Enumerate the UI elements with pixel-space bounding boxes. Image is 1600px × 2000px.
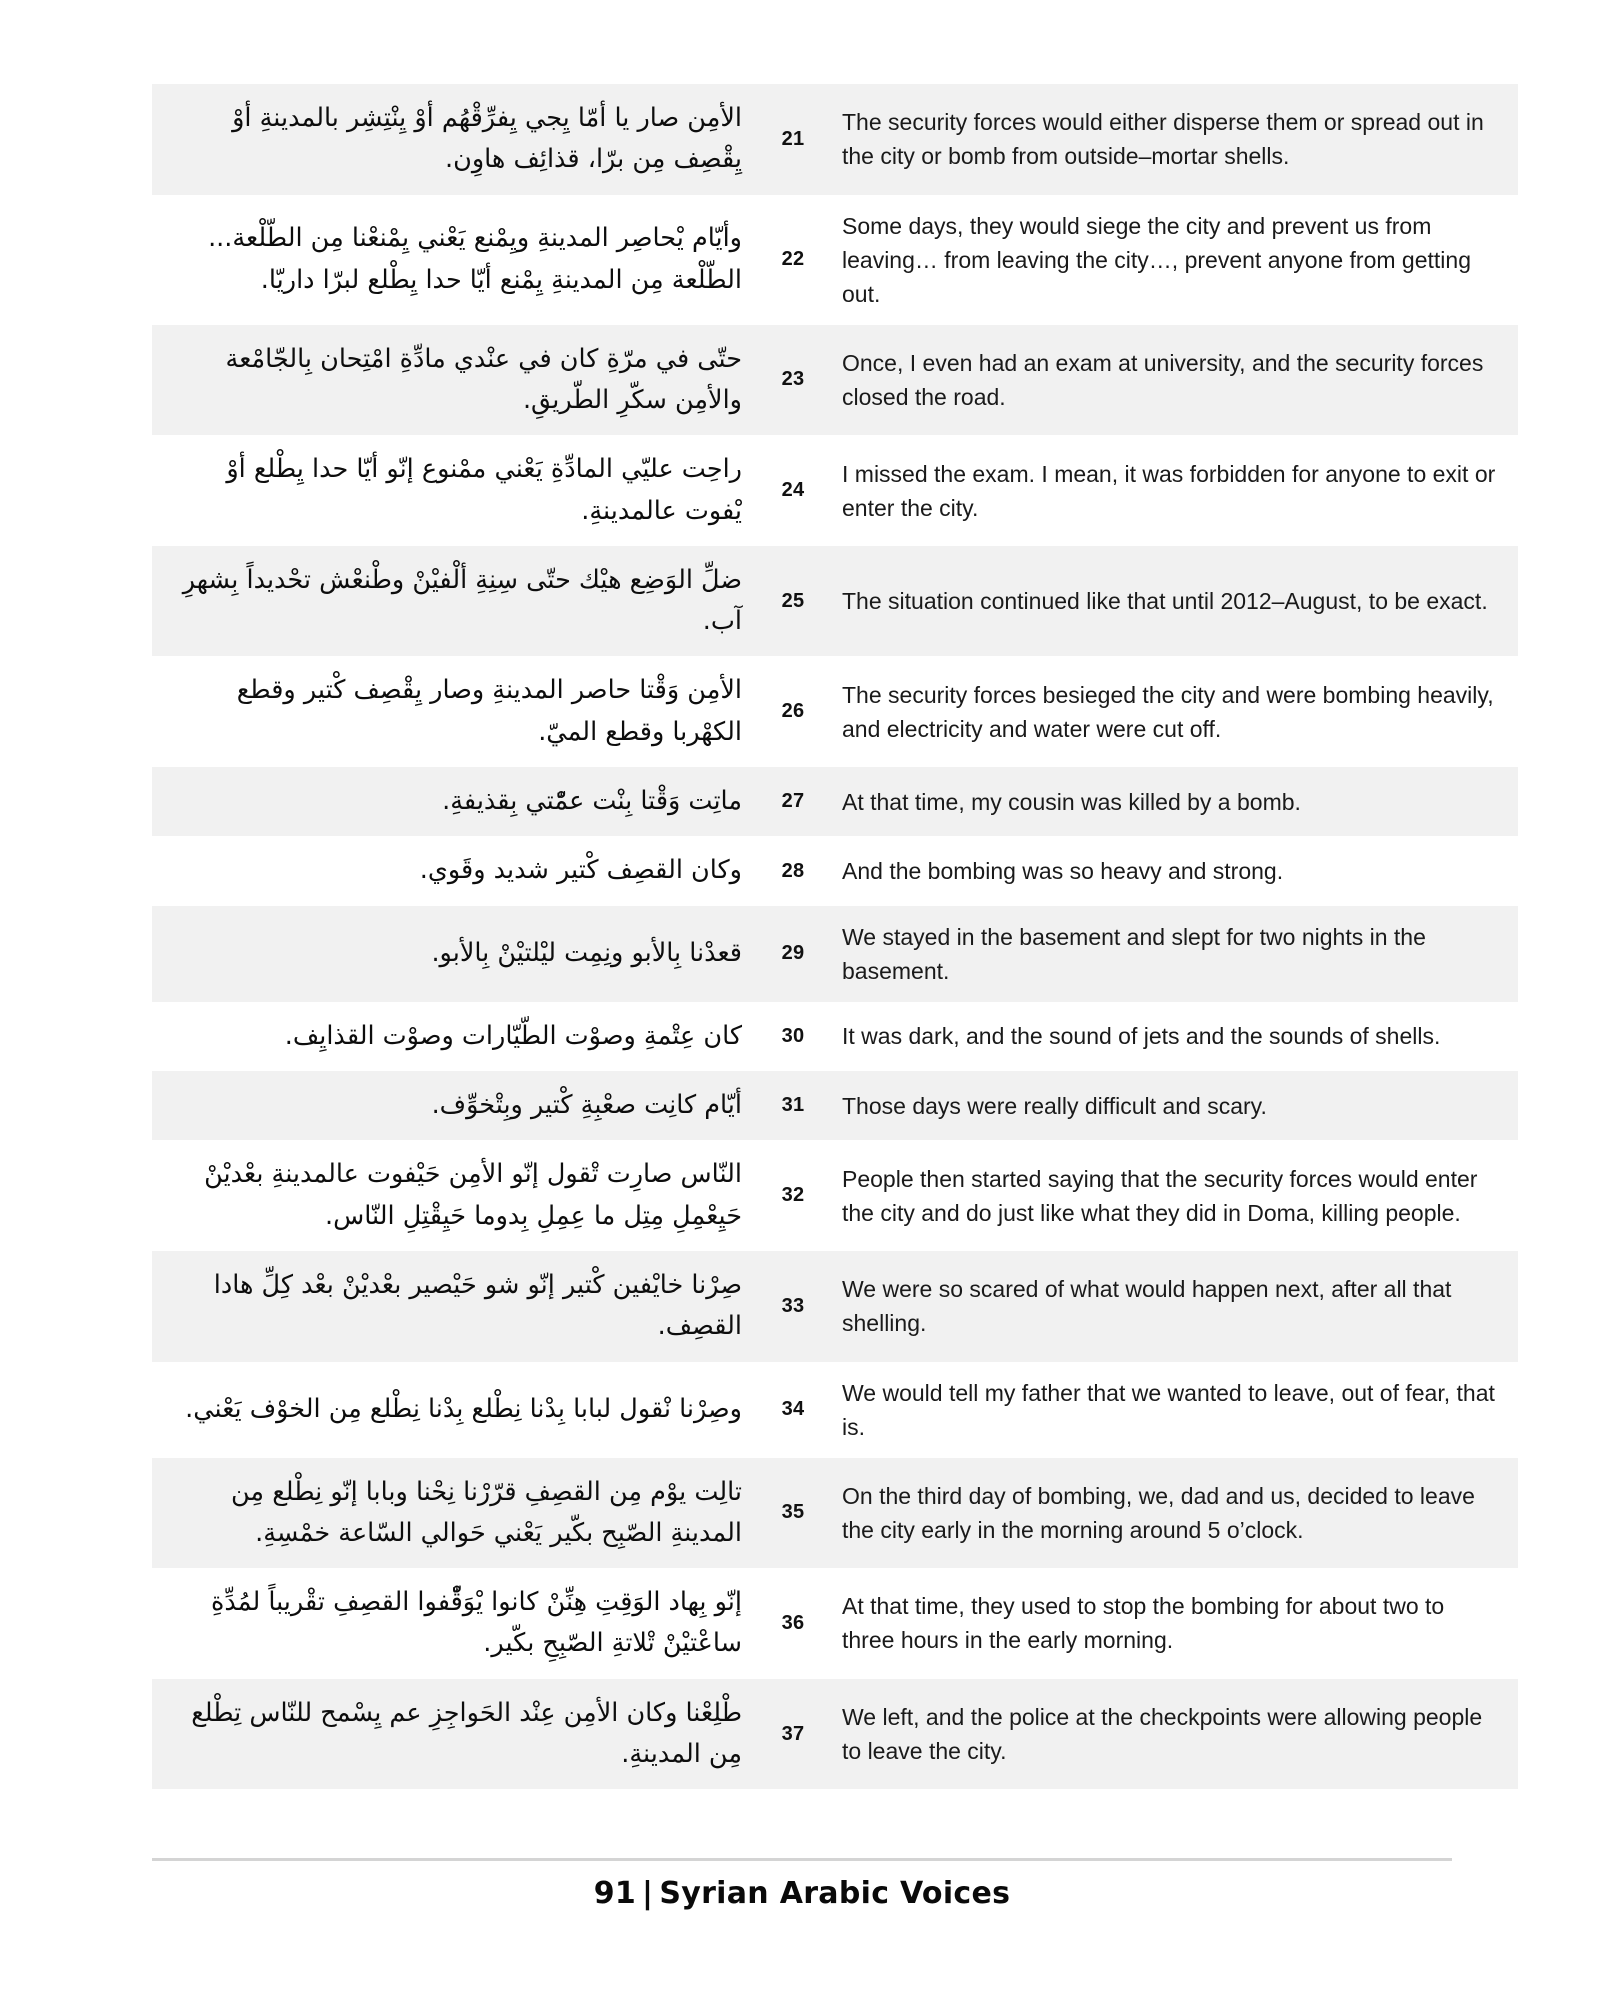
line-number-cell: 23 <box>760 325 826 436</box>
page-footer <box>152 1876 1452 1911</box>
line-number-cell: 21 <box>760 84 826 195</box>
arabic-transcription-cell: النّاس صارِت تْقول إنّو الأمِن حَيْفوت عالمدينةِ بعْديْنْ حَيِعْمِلِ مِتِل ما عِمِلِ بِدوما حَيِقْتِلِ النّاس. <box>152 1140 760 1251</box>
line-number-cell: 37 <box>760 1679 826 1790</box>
table-row <box>152 767 1518 836</box>
line-number-cell: 28 <box>760 836 826 905</box>
line-number-cell: 22 <box>760 195 826 325</box>
line-number-cell: 31 <box>760 1071 826 1140</box>
arabic-transcription-cell: كان عِتْمةِ وصوْت الطّيّارات وصوْت القذايِف. <box>152 1002 760 1071</box>
arabic-transcription-cell: ماتِت وَقْتا بِنْت عمّْتي بِقذيفةِ. <box>152 767 760 836</box>
arabic-transcription-cell: ضلِّ الوَضِع هيْك حتّى سِنِةِ ألْفيْنْ وطْنعْش تحْديداً بِشهرِ آب. <box>152 546 760 657</box>
arabic-transcription-cell: أيّام كانِت صعْبِةِ كْتير وبِتْخوِّف. <box>152 1071 760 1140</box>
table-row <box>152 656 1518 767</box>
line-number-cell: 35 <box>760 1458 826 1569</box>
footer-page-number: 91 <box>593 1876 637 1911</box>
transcript-container <box>152 84 1496 1789</box>
table-row <box>152 1679 1518 1790</box>
english-translation-cell: People then started saying that the security forces would enter the city and do just like what they did in Doma, killing people. <box>826 1140 1518 1251</box>
arabic-transcription-cell: وكان القصِف كْتير شديد وقَوي. <box>152 836 760 905</box>
table-row <box>152 435 1518 546</box>
line-number-cell: 30 <box>760 1002 826 1071</box>
arabic-transcription-cell: الأمِن وَقْتا حاصر المدينةِ وصار يِقْصِف كْتير وقطع الكهْربا وقطع الميّ. <box>152 656 760 767</box>
english-translation-cell: Those days were really difficult and scary. <box>826 1071 1518 1140</box>
table-row <box>152 1362 1518 1458</box>
english-translation-cell: And the bombing was so heavy and strong. <box>826 836 1518 905</box>
arabic-transcription-cell: وأيّام يْحاصِر المدينةِ ويِمْنع يَعْني يِمْنعْنا مِن الطّلْعة... الطّلْعة مِن المدينةِ يِمْنع أيّا حدا يِطْلع لبرّا داريّا. <box>152 195 760 325</box>
english-translation-cell: The security forces would either disperse them or spread out in the city or bomb from outside–mortar shells. <box>826 84 1518 195</box>
table-row <box>152 1458 1518 1569</box>
arabic-transcription-cell: وصِرْنا نْقول لبابا بِدْنا نِطْلع بِدْنا نِطْلع مِن الخوْف يَعْني. <box>152 1362 760 1458</box>
arabic-transcription-cell: راحِت عليّي المادِّةِ يَعْني ممْنوع إنّو أيّا حدا يِطْلع أوْ يْفوت عالمدينةِ. <box>152 435 760 546</box>
transcript-table <box>152 84 1518 1789</box>
arabic-transcription-cell: تالِت يوْم مِن القصِفِ قرّرْنا نِحْنا وبابا إنّو نِطْلع مِن المدينةِ الصّبِح بكّير يَعْني حَوالي السّاعة خمْسِةِ. <box>152 1458 760 1569</box>
line-number-cell: 32 <box>760 1140 826 1251</box>
table-row <box>152 1568 1518 1679</box>
table-row <box>152 906 1518 1002</box>
footer-text <box>594 1876 1011 1911</box>
english-translation-cell: At that time, they used to stop the bombing for about two to three hours in the early morning. <box>826 1568 1518 1679</box>
arabic-transcription-cell: الأمِن صار يا أمّا يِجي يِفرِّقْهُم أوْ يِنْتِشِر بالمدينةِ أوْ يِقْصِف مِن برّا، قذائِف هاوِن. <box>152 84 760 195</box>
arabic-transcription-cell: حتّى في مرّةِ كان في عنْدي مادِّةِ امْتِحان بِالجّامْعة والأمِن سكّرِ الطّريقِ. <box>152 325 760 436</box>
english-translation-cell: At that time, my cousin was killed by a bomb. <box>826 767 1518 836</box>
english-translation-cell: On the third day of bombing, we, dad and us, decided to leave the city early in the morning around 5 o’clock. <box>826 1458 1518 1569</box>
line-number-cell: 27 <box>760 767 826 836</box>
line-number-cell: 24 <box>760 435 826 546</box>
english-translation-cell: We were so scared of what would happen next, after all that shelling. <box>826 1251 1518 1362</box>
line-number-cell: 25 <box>760 546 826 657</box>
arabic-transcription-cell: قعدْنا بِالأبو ونِمِت ليْلتيْنْ بِالأبو. <box>152 906 760 1002</box>
table-row <box>152 84 1518 195</box>
english-translation-cell: Once, I even had an exam at university, and the security forces closed the road. <box>826 325 1518 436</box>
table-row <box>152 325 1518 436</box>
line-number-cell: 26 <box>760 656 826 767</box>
english-translation-cell: I missed the exam. I mean, it was forbidden for anyone to exit or enter the city. <box>826 435 1518 546</box>
english-translation-cell: The situation continued like that until 2012–August, to be exact. <box>826 546 1518 657</box>
transcript-table-body <box>152 84 1518 1789</box>
line-number-cell: 29 <box>760 906 826 1002</box>
english-translation-cell: It was dark, and the sound of jets and the sounds of shells. <box>826 1002 1518 1071</box>
table-row <box>152 1140 1518 1251</box>
line-number-cell: 34 <box>760 1362 826 1458</box>
english-translation-cell: We stayed in the basement and slept for two nights in the basement. <box>826 906 1518 1002</box>
english-translation-cell: We would tell my father that we wanted to leave, out of fear, that is. <box>826 1362 1518 1458</box>
english-translation-cell: We left, and the police at the checkpoints were allowing people to leave the city. <box>826 1679 1518 1790</box>
arabic-transcription-cell: صِرْنا خايْفين كْتير إنّو شو حَيْصير بعْديْنْ بعْد كِلِّ هادا القصِف. <box>152 1251 760 1362</box>
table-row <box>152 195 1518 325</box>
footer-book-title: Syrian Arabic Voices <box>659 1876 1011 1911</box>
table-row <box>152 1251 1518 1362</box>
footer-divider <box>152 1858 1452 1861</box>
english-translation-cell: Some days, they would siege the city and prevent us from leaving… from leaving the city…, prevent anyone from getting out. <box>826 195 1518 325</box>
table-row <box>152 836 1518 905</box>
line-number-cell: 36 <box>760 1568 826 1679</box>
table-row <box>152 546 1518 657</box>
table-row <box>152 1071 1518 1140</box>
table-row <box>152 1002 1518 1071</box>
footer-separator: | <box>642 1876 654 1911</box>
english-translation-cell: The security forces besieged the city and were bombing heavily, and electricity and water were cut off. <box>826 656 1518 767</box>
arabic-transcription-cell: طْلِعْنا وكان الأمِن عِنْد الحَواجِزِ عم يِسْمح للنّاس تِطْلع مِن المدينةِ. <box>152 1679 760 1790</box>
arabic-transcription-cell: إنّو بِهاد الوَقِتِ هِنِّنْ كانوا يْوَقّْفوا القصِفِ تقْريباً لمُدِّةِ ساعْتيْنْ تْلاتةِ الصّبِحِ بكّير. <box>152 1568 760 1679</box>
line-number-cell: 33 <box>760 1251 826 1362</box>
